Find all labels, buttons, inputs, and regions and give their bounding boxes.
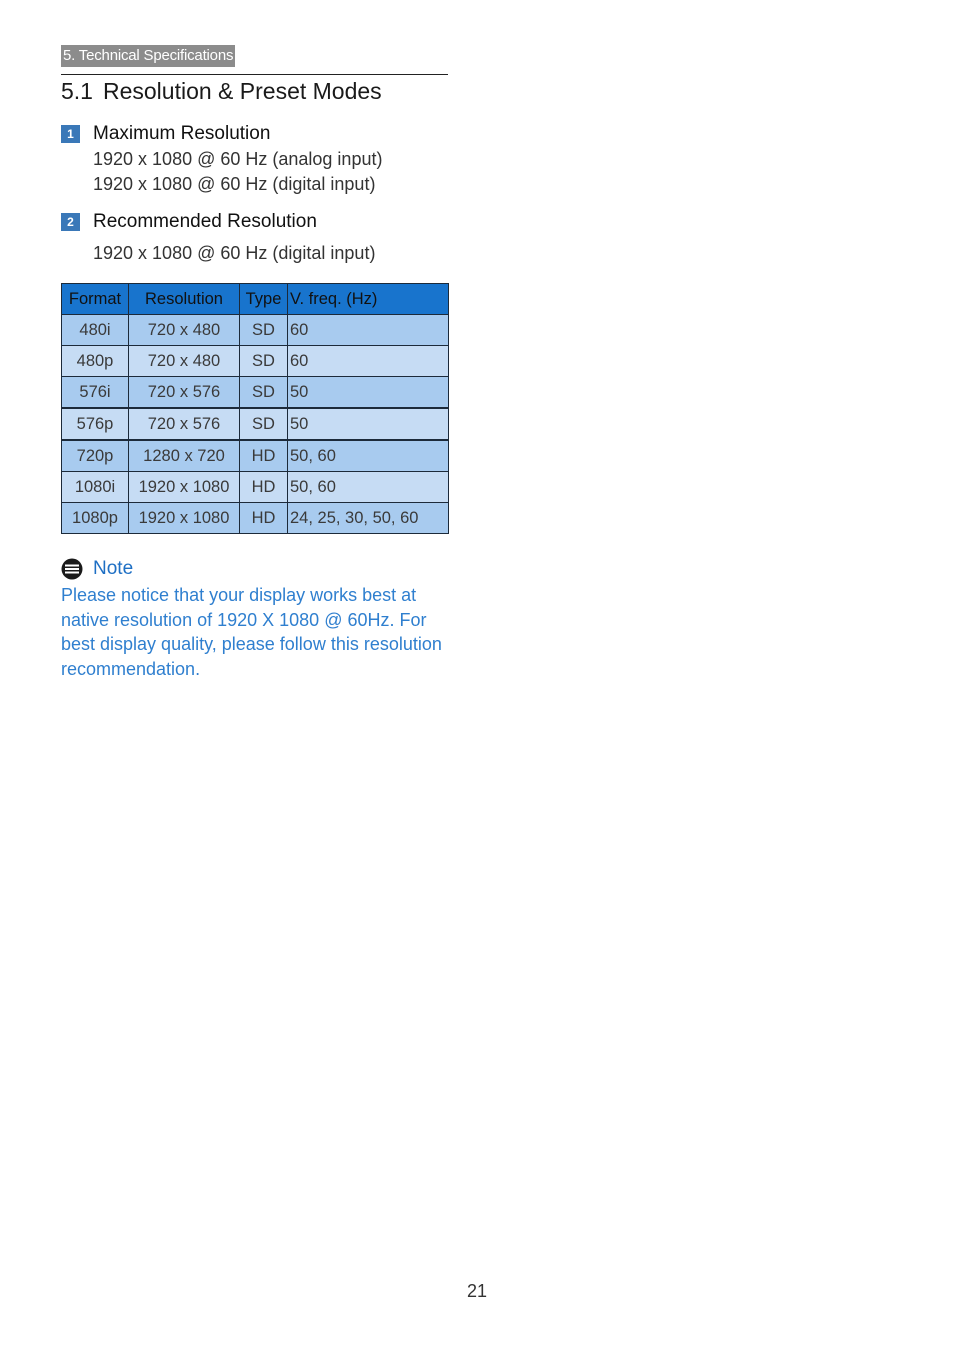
- cell-type: SD: [240, 346, 288, 377]
- column-header-format: Format: [62, 284, 129, 315]
- cell-vfreq: 50, 60: [288, 472, 449, 503]
- table-row: [62, 472, 449, 503]
- chapter-tab: 5. Technical Specifications: [61, 45, 235, 67]
- note-body: Please notice that your display works best at native resolution of 1920 X 1080 @ 60Hz. For best display quality, please follow this resolution recommendation.: [61, 585, 442, 679]
- cell-format: 1080i: [62, 472, 129, 503]
- cell-resolution: 1920 x 1080: [129, 472, 240, 503]
- item-heading: Maximum Resolution: [93, 123, 271, 144]
- cell-vfreq: 50: [288, 408, 449, 440]
- column-header-vfreq: V. freq. (Hz): [288, 284, 449, 315]
- table-row: [62, 503, 449, 534]
- table-row: [62, 346, 449, 377]
- cell-type: HD: [240, 440, 288, 472]
- section-number: 5.1: [61, 78, 93, 104]
- note-header: [61, 557, 133, 581]
- item-line: 1920 x 1080 @ 60 Hz (digital input): [93, 174, 376, 194]
- item-line: 1920 x 1080 @ 60 Hz (digital input): [93, 243, 376, 263]
- cell-format: 480i: [62, 315, 129, 346]
- note-icon: [61, 558, 83, 580]
- cell-type: SD: [240, 377, 288, 409]
- cell-resolution: 720 x 576: [129, 408, 240, 440]
- section-title-text: Resolution & Preset Modes: [102, 78, 382, 104]
- cell-resolution: 720 x 480: [129, 315, 240, 346]
- cell-vfreq: 60: [288, 346, 449, 377]
- cell-resolution: 720 x 576: [129, 377, 240, 409]
- table-row: [62, 377, 449, 409]
- preset-modes-table: [61, 283, 449, 534]
- cell-type: HD: [240, 503, 288, 534]
- cell-resolution: 720 x 480: [129, 346, 240, 377]
- item-number-badge: 1: [61, 125, 80, 143]
- cell-format: 480p: [62, 346, 129, 377]
- cell-format: 720p: [62, 440, 129, 472]
- cell-vfreq: 24, 25, 30, 50, 60: [288, 503, 449, 534]
- cell-format: 1080p: [62, 503, 129, 534]
- cell-type: SD: [240, 315, 288, 346]
- cell-format: 576i: [62, 377, 129, 409]
- cell-format: 576p: [62, 408, 129, 440]
- cell-resolution: 1920 x 1080: [129, 503, 240, 534]
- table-header-row: [62, 284, 449, 315]
- header-rule: [61, 74, 448, 75]
- table-row: [62, 440, 449, 472]
- column-header-type: Type: [240, 284, 288, 315]
- item-heading: Recommended Resolution: [93, 211, 317, 232]
- column-header-resolution: Resolution: [129, 284, 240, 315]
- section-title: [61, 76, 382, 106]
- cell-vfreq: 50: [288, 377, 449, 409]
- item-number-badge: 2: [61, 213, 80, 231]
- cell-resolution: 1280 x 720: [129, 440, 240, 472]
- cell-type: SD: [240, 408, 288, 440]
- cell-vfreq: 60: [288, 315, 449, 346]
- note-title: Note: [93, 558, 134, 579]
- item-line: 1920 x 1080 @ 60 Hz (analog input): [93, 149, 383, 169]
- cell-vfreq: 50, 60: [288, 440, 449, 472]
- page-number: 21: [466, 1281, 488, 1301]
- table-row: [62, 408, 449, 440]
- cell-type: HD: [240, 472, 288, 503]
- table-row: [62, 315, 449, 346]
